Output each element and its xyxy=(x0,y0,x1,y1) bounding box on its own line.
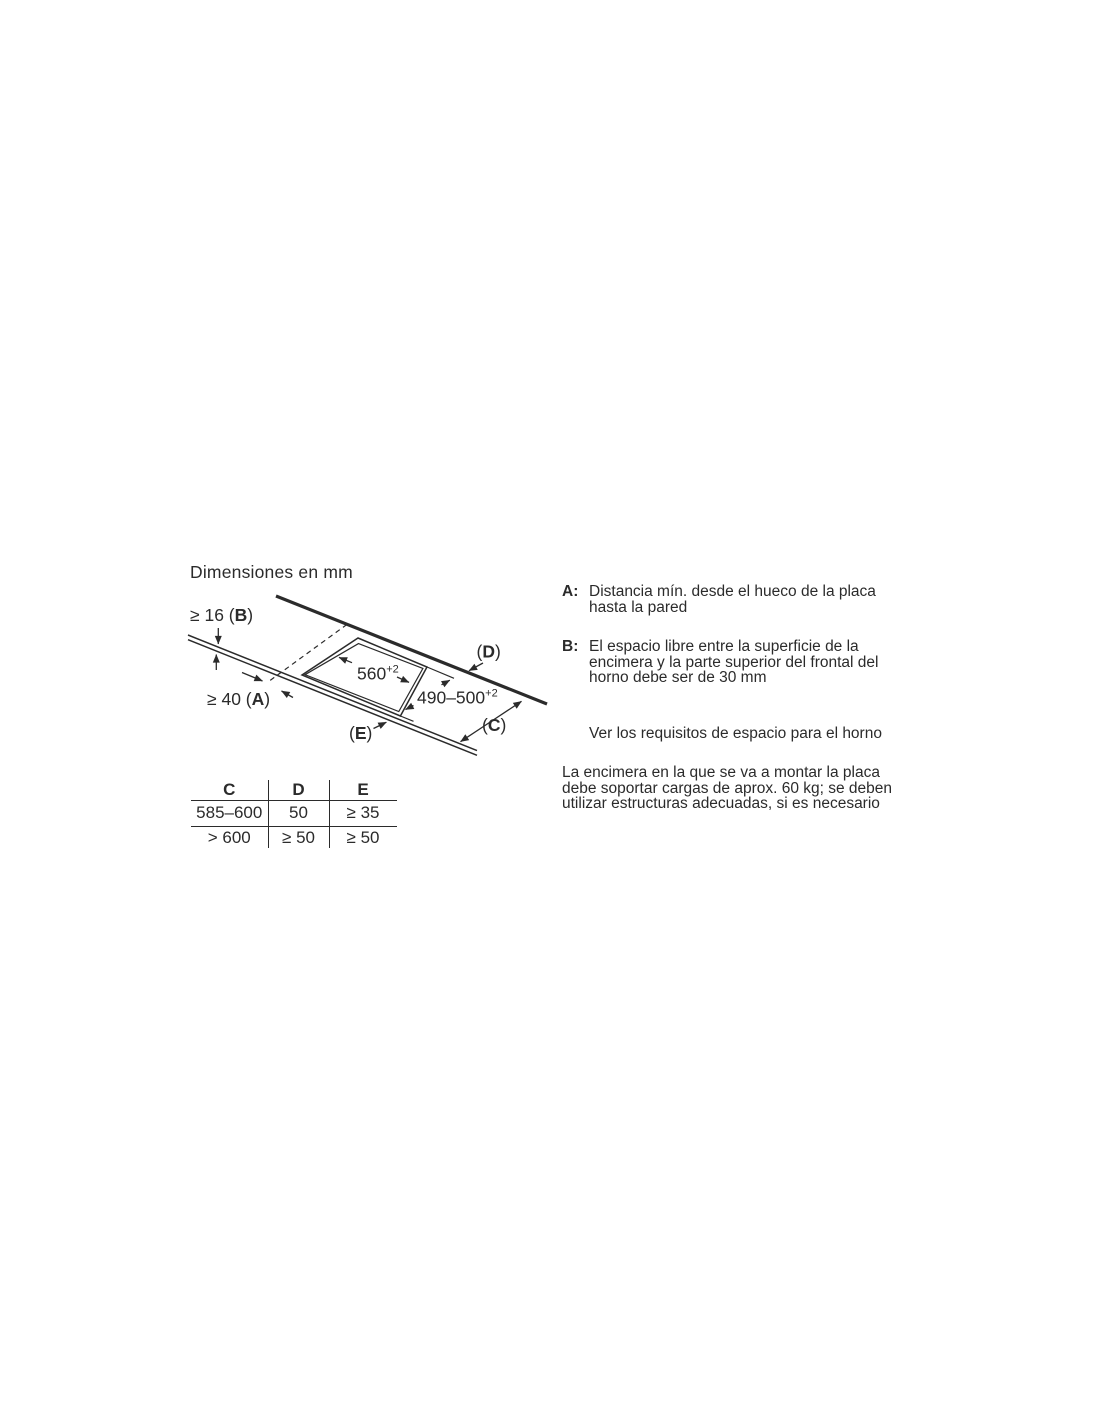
load-capacity-note: La encimera en la que se va a montar la placa debe soportar cargas de aprox. 60 kg; se deben utilizar estructuras adecuadas, si es necesario xyxy=(562,764,893,812)
cutout-width-dimension: $560^{+2}$ xyxy=(357,663,399,684)
label-c: (C) xyxy=(482,715,507,735)
table-header-d: D xyxy=(269,780,330,801)
note-b xyxy=(562,639,906,686)
note-b-label: B: xyxy=(562,638,579,655)
note-a xyxy=(562,584,906,615)
label-e: (E) xyxy=(349,723,373,743)
table-cell: 585–600 xyxy=(191,801,269,828)
table-cell: 50 xyxy=(269,801,330,828)
table-header-c: C xyxy=(191,780,269,801)
oven-space-note: Ver los requisitos de espacio para el horno xyxy=(589,724,882,742)
note-a-label: A: xyxy=(562,583,579,600)
table-cell: > 600 xyxy=(191,827,269,848)
note-b-text: El espacio libre entre la superficie de la encimera y la parte superior del frontal del horno debe ser de 30 mm xyxy=(589,638,879,686)
note-a-text: Distancia mín. desde el hueco de la placa hasta la pared xyxy=(589,583,876,616)
table-header-e: E xyxy=(330,780,397,801)
page-title: Dimensiones en mm xyxy=(190,562,353,582)
notes-column xyxy=(562,584,906,812)
dimension-table xyxy=(191,780,397,848)
label-d: (D) xyxy=(476,641,501,662)
table-cell: ≥ 50 xyxy=(346,827,380,847)
dimension-a-label: ≥ 40 (A) xyxy=(207,689,271,709)
table-cell: ≥ 50 xyxy=(269,827,330,848)
installation-diagram xyxy=(170,580,570,780)
cutout-depth-dimension: $490-500^{+2}$ xyxy=(417,687,498,708)
table-cell: ≥ 35 xyxy=(330,801,397,828)
dimension-b-label: ≥ 16 (B) xyxy=(190,605,254,625)
